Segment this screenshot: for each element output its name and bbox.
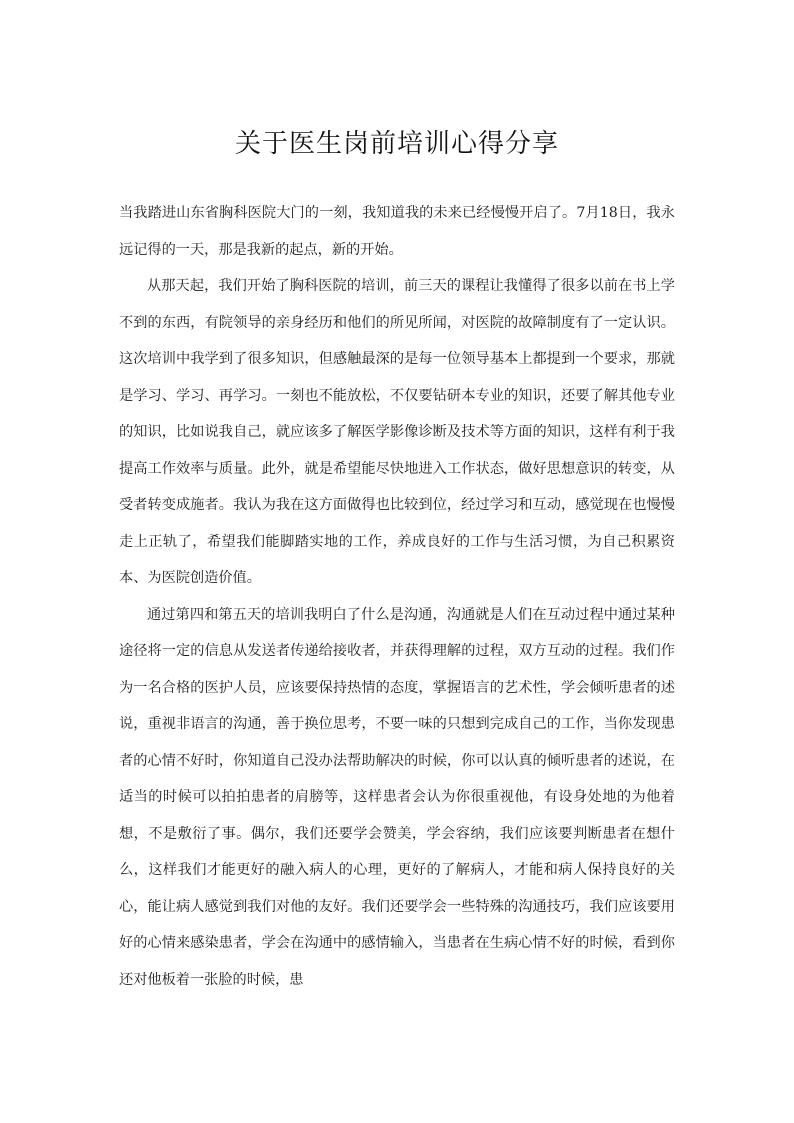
paragraph-communication: 通过第四和第五天的培训我明白了什么是沟通，沟通就是人们在互动过程中通过某种途径将一定的信息从发送者传递给接收者，并获得理解的过程，双方互动的过程。我们作为一名合格的医护人员，应该要保持热情的态度，掌握语言的艺术性，学会倾听患者的述说，重视非语言的沟通，善于换位思考，不要一味的只想到完成自己的工作，当你发现患者的心情不好时，你知道自己没办法帮助解决的时候，你可以认真的倾听患者的述说，在适当的时候可以拍拍患者的肩膀等，这样患者会认为你很重视他，有设身处地的为他着想，不是敷衍了事。偶尔，我们还要学会赞美，学会容纳，我们应该要判断患者在想什么，这样我们才能更好的融入病人的心理，更好的了解病人，才能和病人保持良好的关心，能让病人感觉到我们对他的友好。我们还要学会一些特殊的沟通技巧，我们应该要用好的心情来感染患者，学会在沟通中的感情输入，当患者在生病心情不好的时候，看到你还对他板着一张脸的时候，患 (119, 606, 675, 988)
document-body (119, 195, 675, 998)
paragraph-training: 从那天起，我们开始了胸科医院的培训，前三天的课程让我懂得了很多以前在书上学不到的东西，有院领导的亲身经历和他们的所见所闻，对医院的故障制度有了一定认识。这次培训中我学到了很多知识，但感触最深的是每一位领导基本上都提到一个要求，那就是学习、学习、再学习。一刻也不能放松，不仅要钻研本专业的知识，还要了解其他专业的知识，比如说我自己，就应该多了解医学影像诊断及技术等方面的知识，这样有利于我提高工作效率与质量。此外，就是希望能尽快地进入工作状态，做好思想意识的转变，从受者转变成施者。我认为我在这方面做得也比较到位，经过学习和互动，感觉现在也慢慢走上正轨了，希望我们能脚踏实地的工作，养成良好的工作与生活习惯，为自己积累资本、为医院创造价值。 (119, 278, 675, 586)
paragraph-intro: 当我踏进山东省胸科医院大门的一刻，我知道我的未来已经慢慢开启了。7月18日，我永远记得的一天，那是我新的起点，新的开始。 (119, 205, 675, 258)
document-title: 关于医生岗前培训心得分享 (234, 129, 559, 159)
